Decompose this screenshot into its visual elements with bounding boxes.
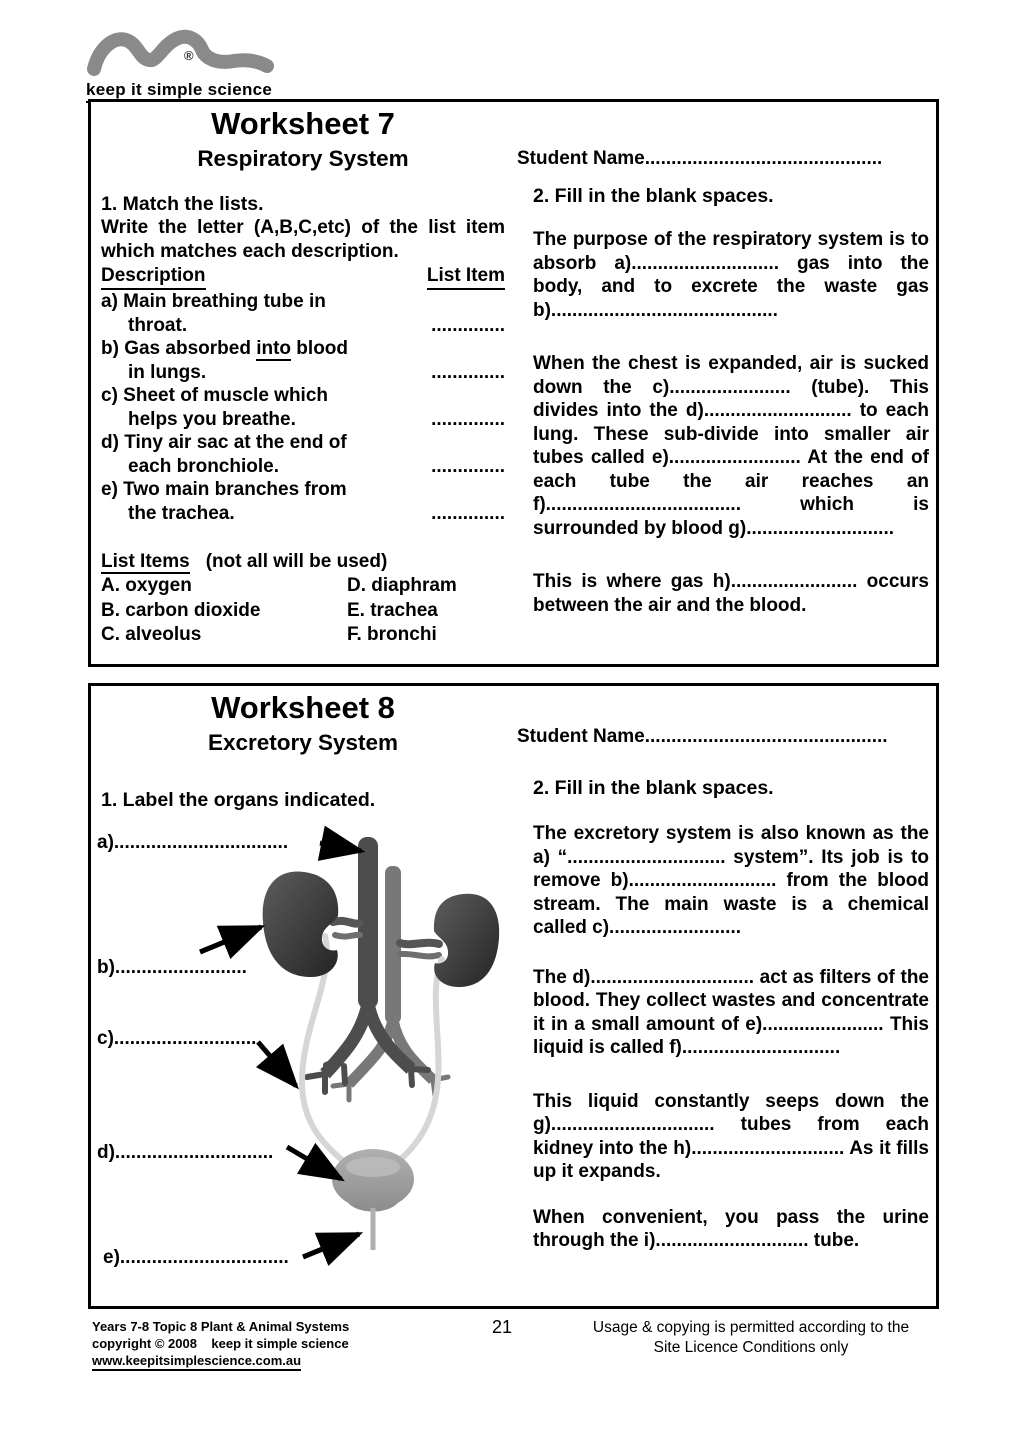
- footer-topic-line: Years 7-8 Topic 8 Plant & Animal Systems: [92, 1319, 350, 1334]
- worksheet7-box: [88, 99, 939, 667]
- bladder: [332, 1149, 414, 1212]
- match-item-d-line1: d) Tiny air sac at the end of: [101, 432, 347, 453]
- match-item-a-answer-blank[interactable]: ..............: [431, 314, 505, 336]
- match-item-a-line1: a) Main breathing tube in: [101, 291, 326, 312]
- match-item-a-line2: throat.: [128, 314, 188, 336]
- ws8-q2-block: [517, 776, 929, 1253]
- ws8-fill-paragraph-1[interactable]: The excretory system is also known as the a) “.............................. system”. Its job is to remove b)............................ from the blood stream. The main waste is a chemical called c).........................: [533, 823, 929, 938]
- ws7-fill-paragraph-2[interactable]: When the chest is expanded, air is sucked down the c)....................... (tube). This divides into the d)............................ to each lung. These sub-divide into smaller air tubes called e)......................... At the end of each tube the air reaches an f)..................................... which is surrounded by blood g)............................: [533, 353, 929, 539]
- squiggle-logo-icon: [86, 28, 278, 78]
- match-item-b-answer-blank[interactable]: ..............: [431, 361, 505, 383]
- ws8-fill-paragraph-4[interactable]: When convenient, you pass the urine through the i)............................. tube.: [533, 1206, 929, 1251]
- list-items-heading-row: [101, 549, 505, 574]
- urinary-anatomy-illustration: [97, 824, 512, 1304]
- ws7-student-name-field[interactable]: Student Name.............................................: [517, 148, 883, 169]
- match-item-e-answer-blank[interactable]: ..............: [431, 502, 505, 524]
- option-C: C. alveolus: [101, 624, 202, 645]
- ws7-fill-paragraph-3[interactable]: This is where gas h)........................ occurs between the air and the blood.: [533, 571, 929, 616]
- vena-cava-vessel: [333, 866, 448, 1100]
- ws8-fill-paragraph-3[interactable]: This liquid constantly seeps down the g)............................... tubes from each kidney into the h)............................. As it fills up it expands.: [533, 1090, 929, 1182]
- arrow-c: [258, 1042, 296, 1086]
- ws7-q2-heading: 2. Fill in the blank spaces.: [533, 185, 774, 207]
- ws8-subtitle: Excretory System: [207, 730, 399, 755]
- excretory-system-diagram: [97, 824, 512, 1304]
- arrow-a: [320, 843, 361, 851]
- match-item-b-line2: in lungs.: [128, 361, 207, 383]
- organ-label-e-blank[interactable]: e)................................: [103, 1247, 289, 1268]
- kidney-right: [434, 894, 499, 987]
- registered-mark: ®: [184, 48, 194, 63]
- match-item-b-line1: b) Gas absorbed into blood: [101, 338, 349, 359]
- page-number: 21: [492, 1317, 513, 1337]
- match-item-d: [101, 431, 505, 478]
- match-item-c-answer-blank[interactable]: ..............: [431, 408, 505, 430]
- ws7-left-column: [101, 104, 505, 648]
- organ-label-b-blank[interactable]: b).........................: [97, 957, 247, 978]
- match-item-b: [101, 337, 505, 384]
- option-D: D. diaphram: [347, 575, 457, 596]
- footer-left-block: [92, 1318, 349, 1371]
- organ-label-a-blank[interactable]: a).................................: [97, 832, 289, 853]
- ws8-q1-heading: 1. Label the organs indicated.: [101, 789, 376, 811]
- match-item-e-line2: the trachea.: [128, 502, 235, 524]
- list-items-note: (not all will be used): [205, 551, 388, 572]
- list-item-column-header: List Item: [427, 264, 505, 290]
- brand-name: keep it simple science: [86, 80, 272, 103]
- list-items-options: [101, 574, 505, 648]
- kidney-left: [263, 872, 339, 978]
- match-item-c-line1: c) Sheet of muscle which: [101, 385, 328, 406]
- option-B: B. carbon dioxide: [101, 599, 261, 621]
- footer-copyright-line: copyright © 2008 keep it simple science: [92, 1336, 349, 1351]
- match-item-a: [101, 290, 505, 337]
- match-item-e-line1: e) Two main branches from: [101, 479, 347, 500]
- ws8-fill-paragraph-2[interactable]: The d)............................... act as filters of the blood. They collect wastes and concentrate it in a small amount of e)....................... This liquid is called f)..............................: [533, 966, 929, 1058]
- arrow-e: [303, 1234, 359, 1257]
- option-F: F. bronchi: [347, 624, 437, 645]
- match-item-c-line2: helps you breathe.: [128, 408, 296, 430]
- footer-licence-block: [566, 1318, 936, 1358]
- ws7-right-column: [517, 102, 929, 617]
- option-E: E. trachea: [347, 599, 438, 621]
- ws7-title: Worksheet 7: [211, 106, 395, 141]
- ws7-q2-block: [517, 184, 929, 617]
- ws7-q1-heading: 1. Match the lists.: [101, 193, 264, 215]
- ws8-q2-heading: 2. Fill in the blank spaces.: [533, 777, 774, 799]
- match-item-d-answer-blank[interactable]: ..............: [431, 455, 505, 477]
- footer-licence-line1: Usage & copying is permitted according to the: [592, 1319, 910, 1336]
- ws8-right-column: [517, 686, 929, 1253]
- ws7-fill-paragraph-1[interactable]: The purpose of the respiratory system is to absorb a)............................ gas into the body, and to excrete the waste gas b)...........................................: [533, 229, 929, 321]
- options-column-2: [347, 574, 457, 648]
- match-item-d-line2: each bronchiole.: [128, 455, 279, 477]
- ws7-q1-instructions: Write the letter (A,B,C,etc) of the list item which matches each description.: [101, 217, 505, 262]
- footer-licence-line2: Site Licence Conditions only: [653, 1339, 849, 1356]
- organ-label-c-blank[interactable]: c)...........................: [97, 1028, 257, 1049]
- option-A: A. oxygen: [101, 575, 192, 596]
- footer-website-link[interactable]: www.keepitsimplescience.com.au: [92, 1352, 301, 1371]
- options-column-1: [101, 574, 347, 648]
- arrow-b: [200, 927, 261, 952]
- ws8-student-name-field[interactable]: Student Name..............................................: [517, 726, 888, 747]
- ws8-title: Worksheet 8: [211, 690, 395, 725]
- list-items-header: List Items: [101, 551, 190, 572]
- description-column-header: Description: [101, 264, 206, 290]
- organ-label-d-blank[interactable]: d)..............................: [97, 1142, 274, 1163]
- match-table-header: [101, 264, 505, 290]
- match-item-c: [101, 384, 505, 431]
- ws8-left-column: [101, 688, 505, 812]
- brand-logo: [86, 28, 278, 103]
- ws7-subtitle: Respiratory System: [197, 146, 409, 171]
- match-item-e: [101, 478, 505, 525]
